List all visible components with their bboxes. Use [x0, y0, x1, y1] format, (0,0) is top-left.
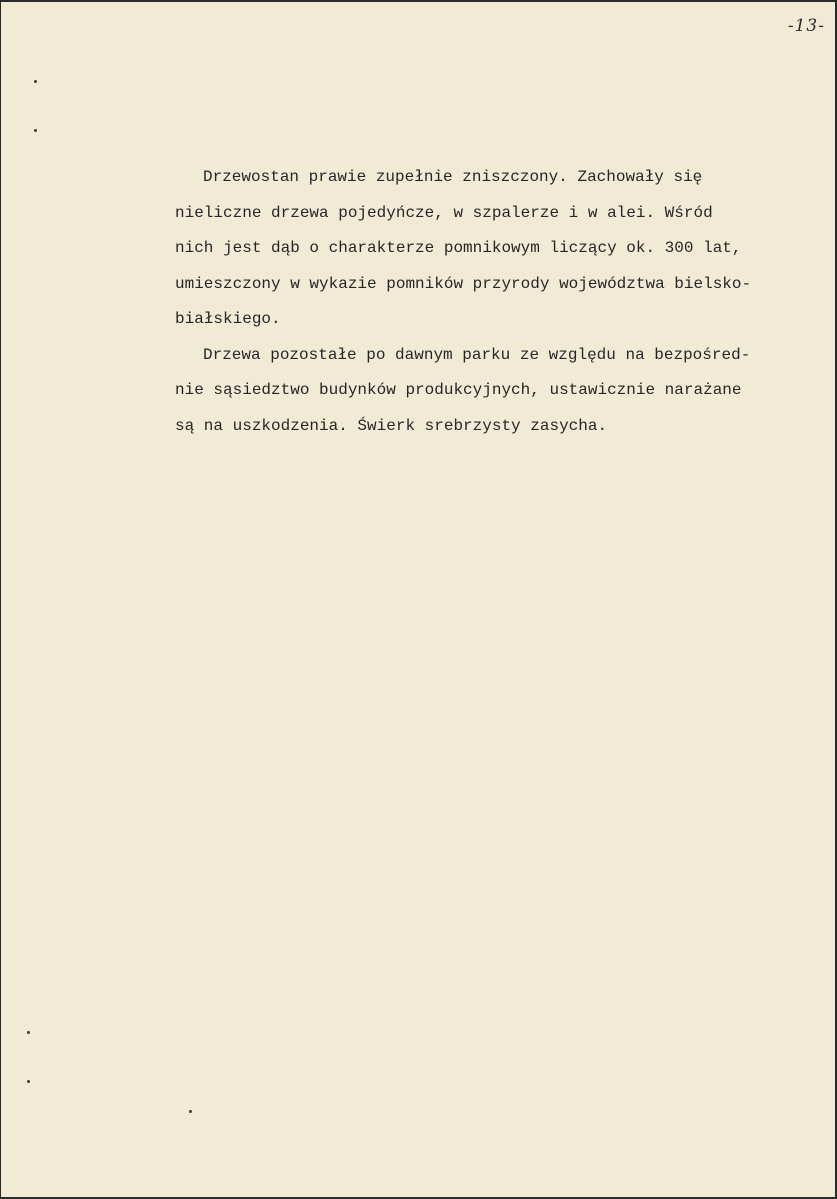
paragraph-1-line-5: białskiego.	[175, 310, 281, 328]
binder-mark	[34, 129, 37, 132]
binder-mark	[27, 1031, 30, 1034]
paragraph-2-line-2: nie sąsiedztwo budynków produkcyjnych, ustawicznie narażane	[175, 381, 742, 399]
binder-mark	[189, 1110, 192, 1113]
paragraph-2-line-1: Drzewa pozostałe po dawnym parku ze względu na bezpośred-	[203, 345, 751, 364]
paragraph-1-line-1: Drzewostan prawie zupełnie zniszczony. Zachowały się	[203, 168, 703, 186]
paragraph-1-line-2: nieliczne drzewa pojedyńcze, w szpalerze i w alei. Wśród	[175, 203, 713, 222]
paragraph-1-line-3: nich jest dąb o charakterze pomnikowym liczący ok. 300 lat,	[175, 239, 742, 257]
paragraph-2-line-3: są na uszkodzenia. Świerk srebrzysty zasycha.	[175, 416, 608, 435]
binder-mark	[34, 80, 37, 83]
binder-mark	[27, 1080, 30, 1083]
paragraph-1-line-4: umieszczony w wykazie pomników przyrody województwa bielsko-	[175, 274, 752, 293]
page-number: -13-	[787, 16, 825, 36]
document-body	[175, 160, 795, 444]
